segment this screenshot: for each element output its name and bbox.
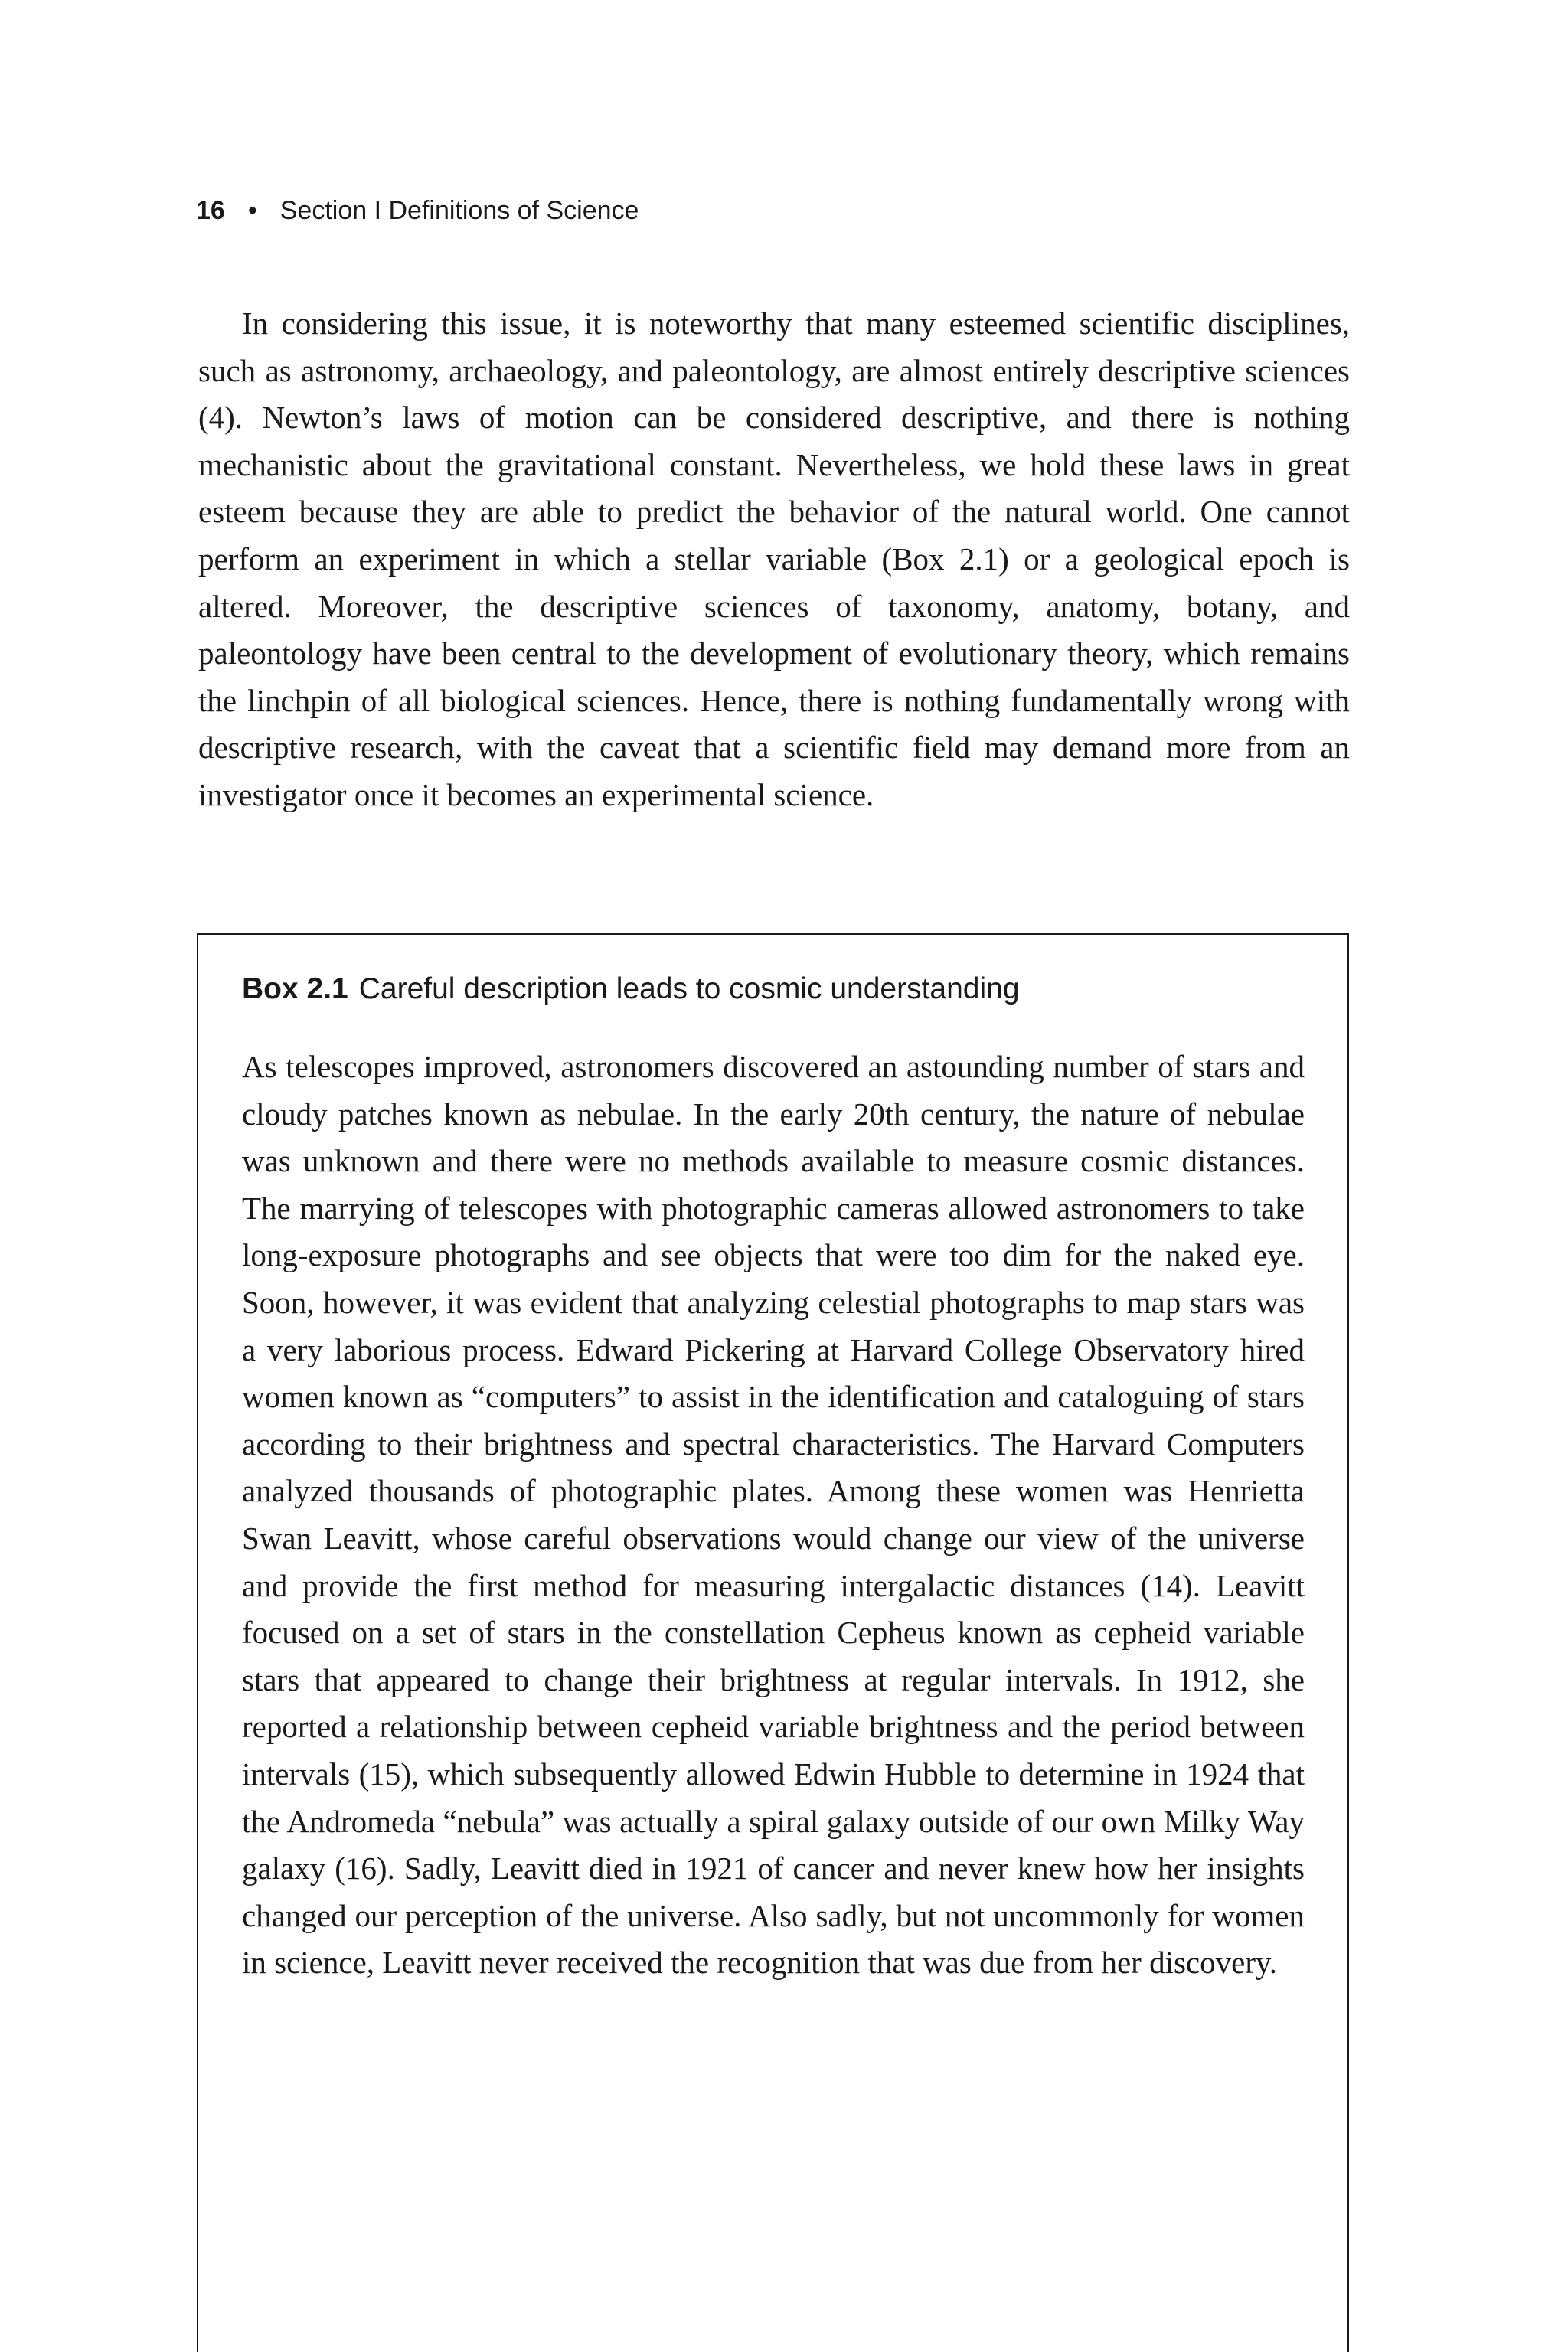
box-2-1	[197, 933, 1349, 2352]
box-heading	[242, 972, 1020, 1007]
page-number: 16	[196, 196, 225, 225]
running-head	[196, 195, 639, 226]
header-separator: •	[247, 196, 257, 225]
box-paragraph: As telescopes improved, astronomers discovered an astounding number of stars and cloudy patches known as nebulae. In the early 20th century, the nature of nebulae was unknown and there were no methods available to measure cosmic distances. The marrying of telescopes with photographic cameras allowed astronomers to take long-exposure photographs and see objects that were too dim for the naked eye. Soon, however, it was evident that analyzing celestial photographs to map stars was a very laborious process. Edward Pickering at Harvard College Observatory hired women known as “computers” to assist in the identification and cataloguing of stars according to their brightness and spectral characteristics. The Harvard Computers analyzed thousands of photographic plates. Among these women was Henrietta Swan Leavitt, whose careful observations would change our view of the universe and provide the first method for measuring intergalactic distances (14). Leavitt focused on a set of stars in the constellation Cepheus known as cepheid variable stars that appeared to change their brightness at regular intervals. In 1912, she reported a relationship between cepheid variable brightness and the period between intervals (15), which subsequently allowed Edwin Hubble to determine in 1924 that the Andromeda “nebula” was actually a spiral galaxy outside of our own Milky Way galaxy (16). Sadly, Leavitt died in 1921 of cancer and never knew how her insights changed our perception of the universe. Also sadly, but not uncommonly for women in science, Leavitt never received the recognition that was due from her discovery.	[242, 1049, 1305, 1981]
box-title: Careful description leads to cosmic understanding	[358, 972, 1020, 1005]
body-paragraph: In considering this issue, it is noteworthy that many esteemed scientific disciplines, such as astronomy, archaeology, and paleontology, are almost entirely descriptive sciences (4). Newton’s laws of motion can be considered descriptive, and there is nothing mechanistic about the gravitational constant. Nevertheless, we hold these laws in great esteem because they are able to predict the behavior of the natural world. One cannot perform an experiment in which a stellar variable (Box 2.1) or a geological epoch is altered. Moreover, the descriptive sciences of taxonomy, anatomy, botany, and paleontology have been central to the development of evolutionary theory, which remains the linchpin of all biological sciences. Hence, there is nothing fundamentally wrong with descriptive research, with the caveat that a scientific field may demand more from an investigator once it becomes an experimental science.	[198, 305, 1350, 812]
box-label: Box 2.1	[242, 972, 348, 1005]
section-title: Section I Definitions of Science	[279, 196, 639, 225]
